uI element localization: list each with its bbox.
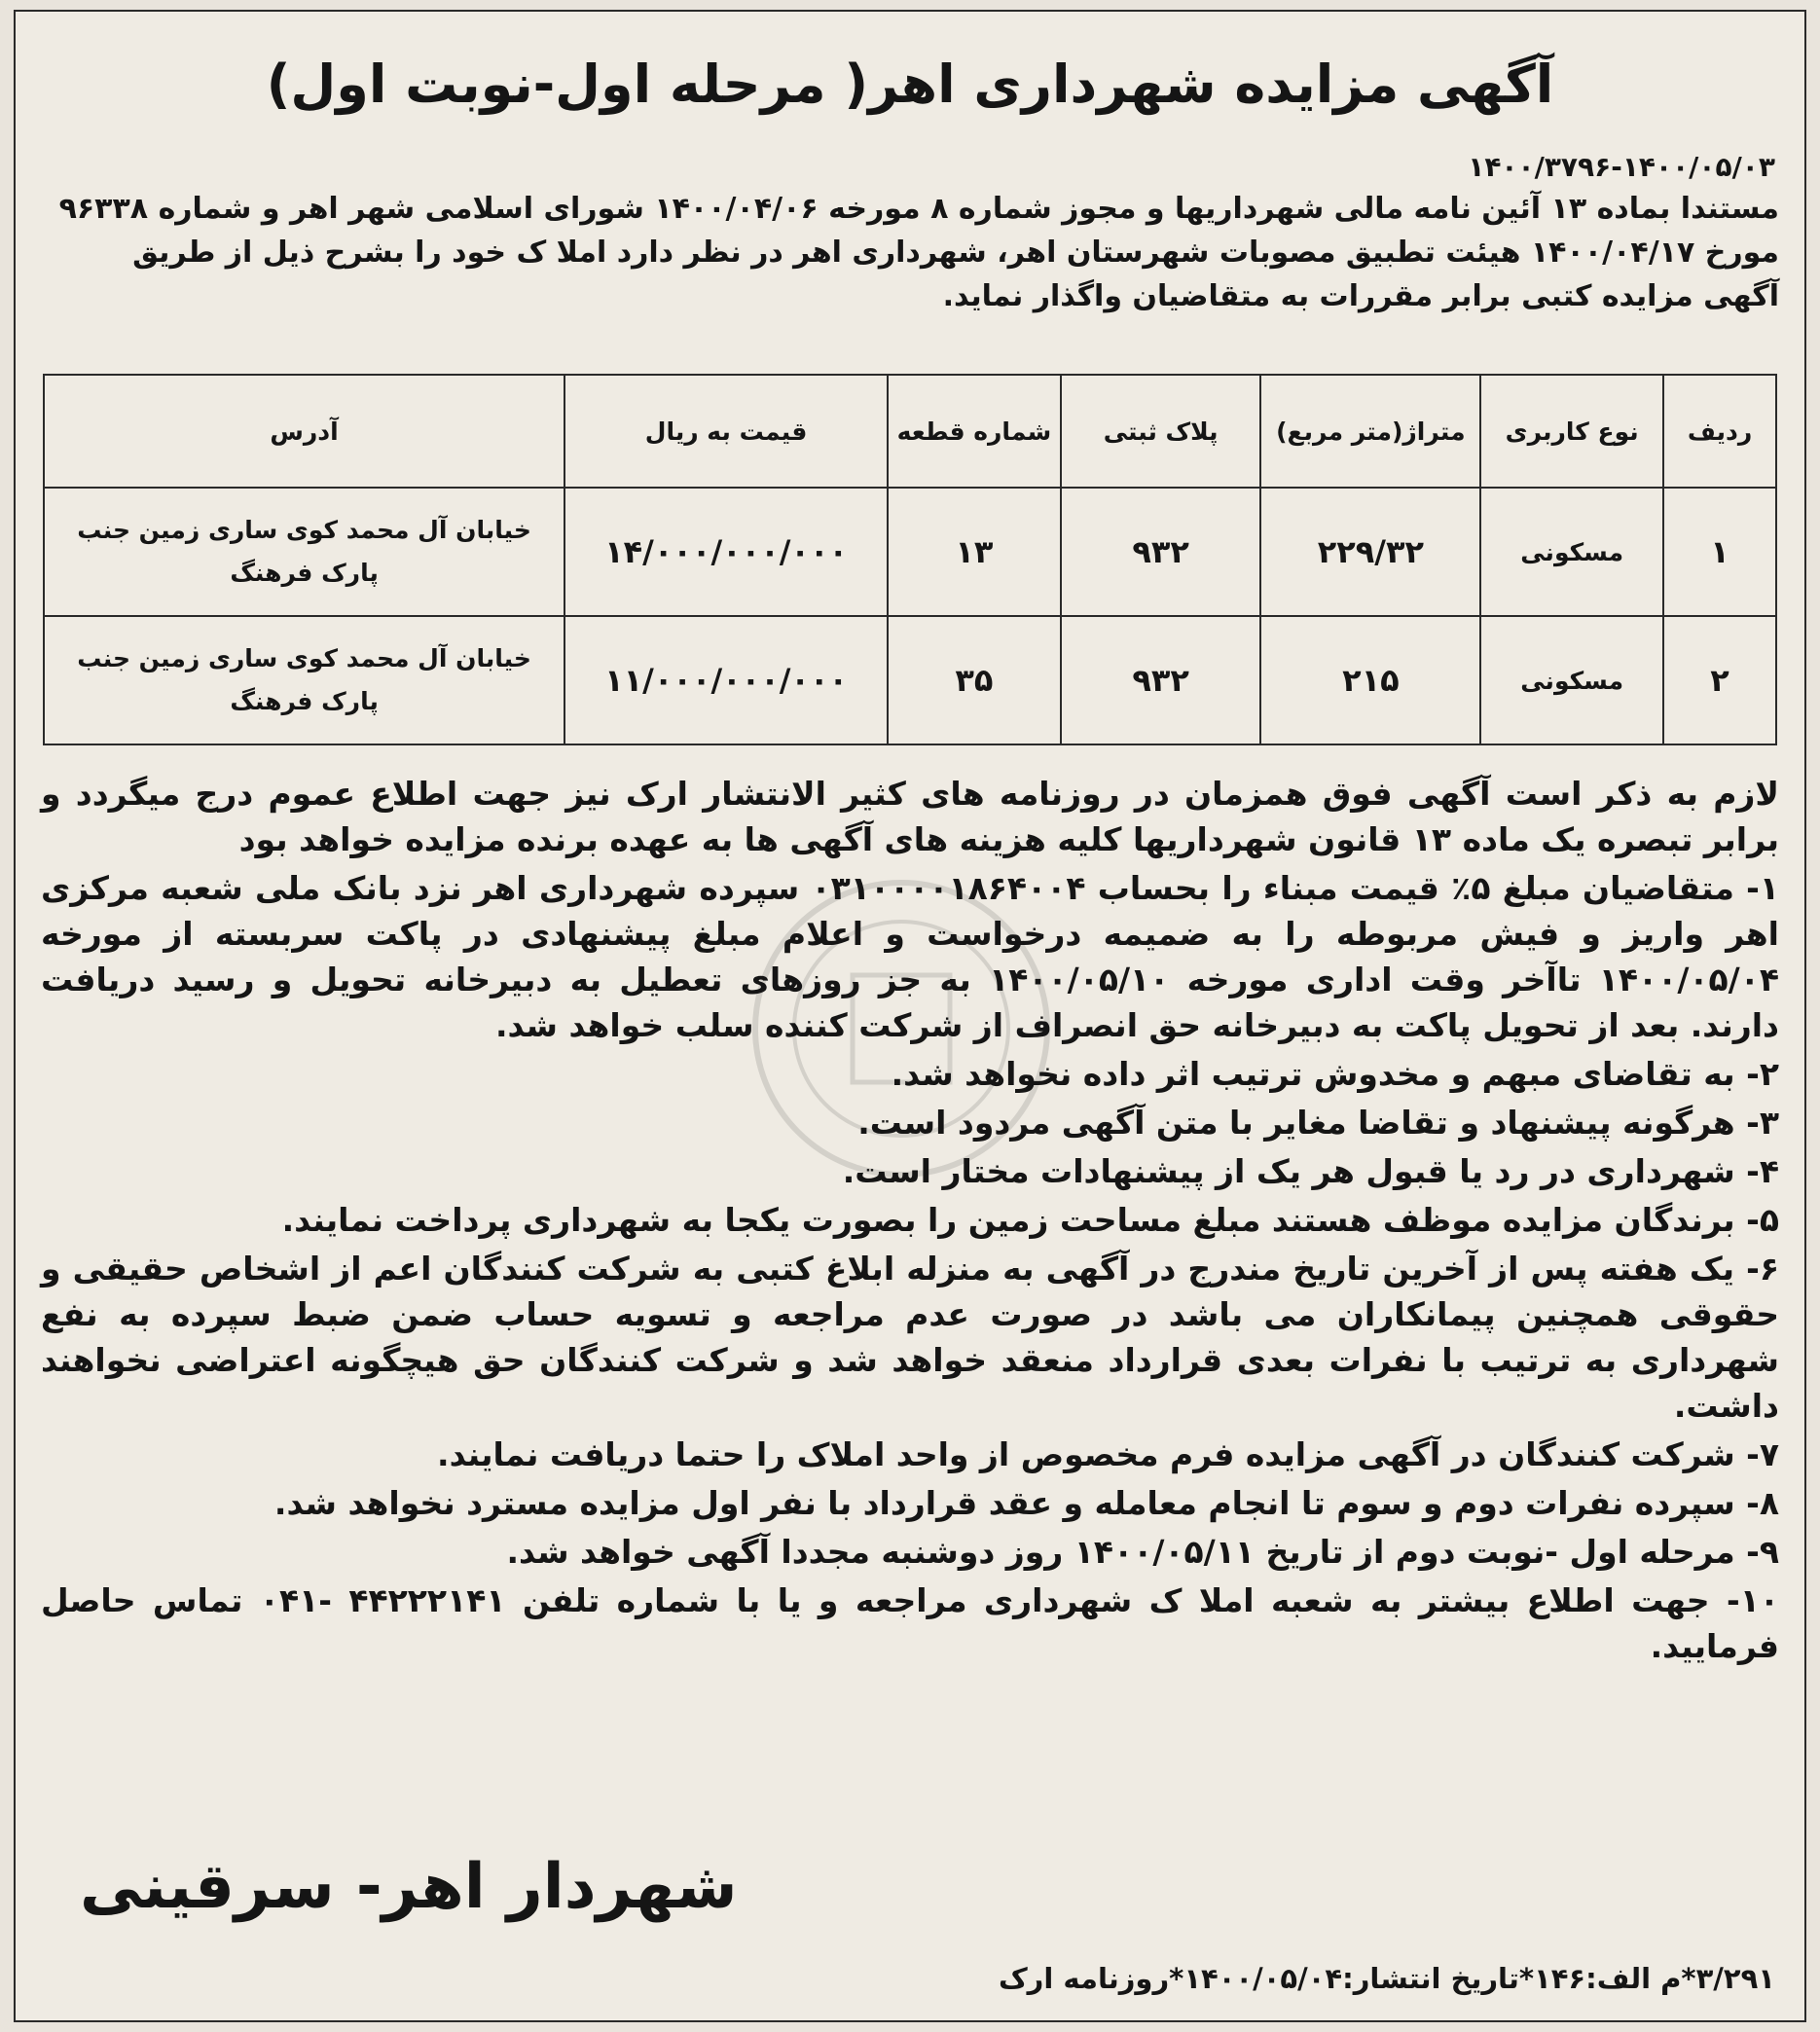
- address-line: خیابان آل محمد کوی ساری زمین جنب: [77, 644, 531, 672]
- condition-item: ۹- مرحله اول -نوبت دوم از تاریخ ۱۴۰۰/۰۵/۱۱ روز دوشنبه مجددا آگهی خواهد شد.: [506, 1533, 1779, 1571]
- cell-address: [44, 488, 564, 616]
- condition-item: ۲- به تقاضای مبهم و مخدوش ترتیب اثر داده نخواهد شد.: [891, 1055, 1779, 1093]
- publication-footer: ۳/۲۹۱*م الف:۱۴۶*تاریخ انتشار:۱۴۰۰/۰۵/۰۴*روزنامه ارک: [998, 1962, 1775, 1995]
- condition-item: ۶- یک هفته پس از آخرین تاریخ مندرج در آگهی به منزله ابلاغ کتبی به شرکت کنندگان اعم از اشخاص حقیقی و حقوقی همچنین پیمانکاران می باشد در صورت عدم مراجعه و تسویه حساب ضمن ضبط سپرده به نفع شهرداری به ترتیب با نفرات بعدی قرارداد منعقد خواهد شد و شرکت کنندگان حق هیچگونه اعتراضی نخواهند داشت.: [41, 1250, 1779, 1425]
- cell-row-no: ۲: [1663, 616, 1776, 744]
- signature: شهردار اهر- سرقینی: [80, 1851, 738, 1923]
- header-usage: نوع کاربری: [1480, 375, 1663, 488]
- condition-item: ۳- هرگونه پیشنهاد و تقاضا مغایر با متن آگهی مردود است.: [857, 1104, 1779, 1142]
- condition-item: ۱- متقاضیان مبلغ ۵٪ قیمت مبناء را بحساب ۰۳۱۰۰۰۰۱۸۶۴۰۰۴ سپرده شهرداری اهر نزد بانک ملی شعبه مرکزی اهر واریز و فیش مربوطه را به ضمیمه درخواست و اعلام مبلغ پیشنهادی در پاکت سربسته از مورخه ۱۴۰۰/۰۵/۰۴ تاآخر وقت اداری مورخه ۱۴۰۰/۰۵/۱۰ به جز روزهای تعطیل به دبیرخانه تحویل و رسید دریافت دارند. بعد از تحویل پاکت به دبیرخانه حق انصراف از شرکت کننده سلب خواهد شد.: [41, 869, 1779, 1044]
- reference-number: ۱۴۰۰/۳۷۹۶-۱۴۰۰/۰۵/۰۳: [1468, 151, 1775, 183]
- cell-usage: مسکونی: [1480, 616, 1663, 744]
- header-address: آدرس: [44, 375, 564, 488]
- table-header-row: [44, 375, 1776, 488]
- cell-plate: ۹۳۲: [1061, 616, 1261, 744]
- property-table: [43, 374, 1777, 745]
- conditions-section: [41, 771, 1779, 1672]
- table-row: [44, 616, 1776, 744]
- intro-line: مستندا بماده ۱۳ آئین نامه مالی شهرداریها و مجوز شماره ۸ مورخه ۱۴۰۰/۰۴/۰۶ شورای اسلامی شهر اهر و شماره ۹۶۳۳۸: [58, 192, 1779, 226]
- condition-item: ۵- برندگان مزایده موظف هستند مبلغ مساحت زمین را بصورت یکجا به شهرداری پرداخت نمایند.: [281, 1201, 1779, 1239]
- intro-paragraph: [41, 187, 1779, 318]
- header-price: قیمت به ریال: [564, 375, 888, 488]
- table-row: [44, 488, 1776, 616]
- intro-line: مورخ ۱۴۰۰/۰۴/۱۷ هیئت تطبیق مصوبات شهرستان اهر، شهرداری اهر در نظر دارد املا ک خود را بشرح ذیل از طریق: [132, 236, 1779, 270]
- newspaper-notice: [14, 10, 1806, 2022]
- condition-item: ۷- شرکت کنندگان در آگهی مزایده فرم مخصوص از واحد املاک را حتما دریافت نمایند.: [437, 1435, 1779, 1473]
- cell-area: ۲۱۵: [1260, 616, 1480, 744]
- cell-plate: ۹۳۲: [1061, 488, 1261, 616]
- cell-price: ۱۱/۰۰۰/۰۰۰/۰۰۰: [564, 616, 888, 744]
- cell-address: [44, 616, 564, 744]
- cell-usage: مسکونی: [1480, 488, 1663, 616]
- address-line: پارک فرهنگ: [230, 559, 379, 587]
- cell-area: ۲۲۹/۳۲: [1260, 488, 1480, 616]
- header-row-no: ردیف: [1663, 375, 1776, 488]
- cell-row-no: ۱: [1663, 488, 1776, 616]
- intro-line: آگهی مزایده کتبی برابر مقررات به متقاضیان واگذار نماید.: [942, 279, 1779, 313]
- address-line: خیابان آل محمد کوی ساری زمین جنب: [77, 516, 531, 544]
- address-line: پارک فرهنگ: [230, 687, 379, 715]
- cell-plot: ۱۳: [888, 488, 1061, 616]
- cell-plot: ۳۵: [888, 616, 1061, 744]
- note-paragraph: لازم به ذکر است آگهی فوق همزمان در روزنامه های کثیر الانتشار ارک نیز جهت اطلاع عموم درج میگردد و برابر تبصره یک ماده ۱۳ قانون شهرداریها کلیه هزینه های آگهی ها به عهده برنده مزایده خواهد بود: [41, 775, 1779, 858]
- notice-title: آگهی مزایده شهرداری اهر( مرحله اول-نوبت اول): [266, 54, 1554, 115]
- condition-item: ۴- شهرداری در رد یا قبول هر یک از پیشنهادات مختار است.: [842, 1152, 1779, 1190]
- header-plate: پلاک ثبتی: [1061, 375, 1261, 488]
- header-plot: شماره قطعه: [888, 375, 1061, 488]
- condition-item: ۸- سپرده نفرات دوم و سوم تا انجام معامله و عقد قرارداد با نفر اول مزایده مسترد نخواهد شد.: [273, 1484, 1779, 1522]
- cell-price: ۱۴/۰۰۰/۰۰۰/۰۰۰: [564, 488, 888, 616]
- condition-item: ۱۰- جهت اطلاع بیشتر به شعبه املا ک شهرداری مراجعه و یا با شماره تلفن ۴۴۲۲۲۱۴۱ -۰۴۱ تماس حاصل فرمایید.: [41, 1581, 1780, 1665]
- header-area: متراژ(متر مربع): [1260, 375, 1480, 488]
